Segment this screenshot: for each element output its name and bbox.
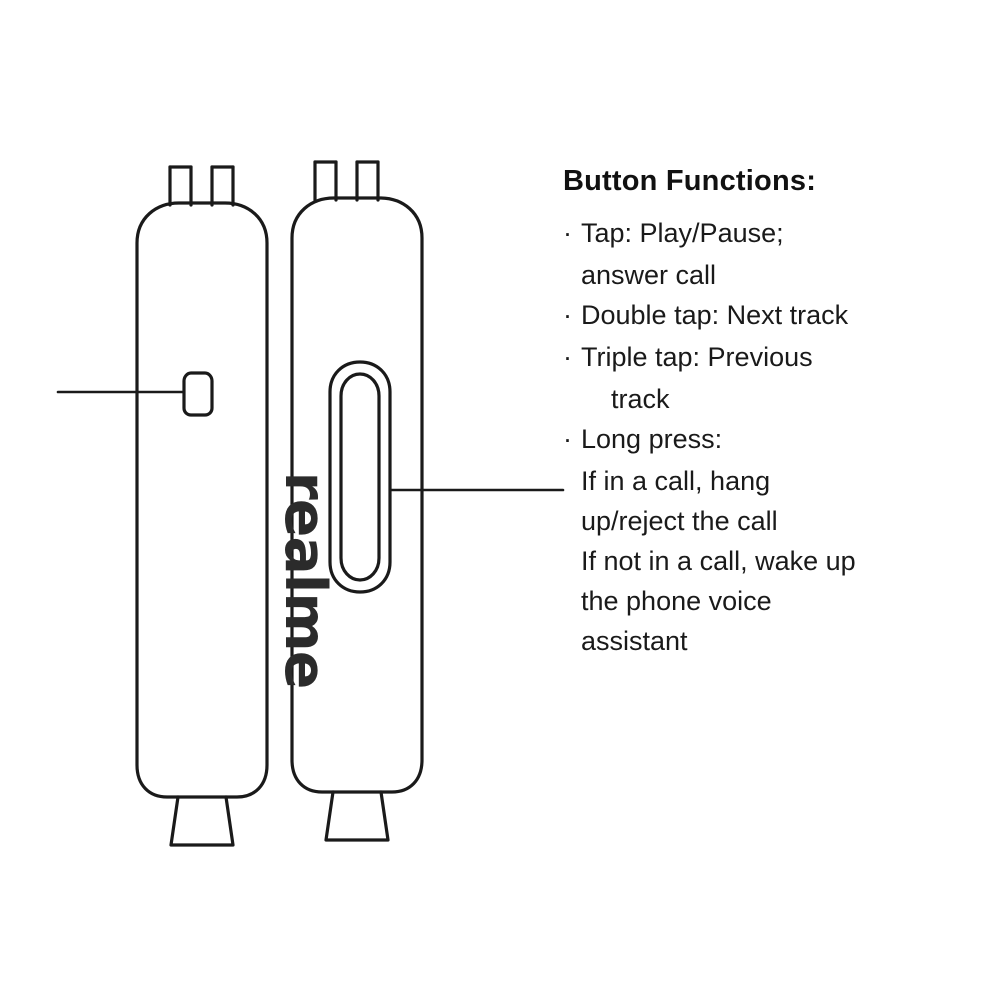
- left-module-cable-top: [170, 167, 233, 205]
- bullet-line: assistant: [581, 625, 688, 656]
- left-module-cable-bottom: [171, 797, 233, 845]
- right-module-cable-top: [315, 162, 378, 200]
- multifunction-button-outer: [330, 362, 390, 592]
- bullet-item-tap: [563, 214, 983, 296]
- bullet-dot-icon: ·: [563, 299, 572, 330]
- bullet-line: Double tap: Next track: [581, 299, 849, 330]
- panel-title: Button Functions:: [563, 165, 817, 197]
- left-module-body: [137, 203, 267, 797]
- bullet-line: answer call: [581, 259, 717, 290]
- bullet-line: Triple tap: Previous: [581, 341, 813, 372]
- bullet-line: up/reject the call: [581, 505, 778, 536]
- bullet-line: Tap: Play/Pause;: [581, 218, 784, 248]
- microphone-hole: [184, 373, 212, 415]
- multifunction-button-inner: [341, 374, 379, 580]
- bullet-line: If in a call, hang: [581, 465, 771, 496]
- realme-wordmark: realme: [272, 471, 338, 689]
- bullet-item-double-tap: [563, 296, 983, 336]
- bullet-item-long-press: [563, 420, 983, 662]
- right-module-cable-bottom: [326, 792, 388, 840]
- bullet-dot-icon: ·: [563, 423, 572, 454]
- bullet-dot-icon: ·: [563, 341, 572, 372]
- bullet-item-triple-tap: [563, 338, 983, 420]
- bullet-line: Long press:: [581, 423, 723, 454]
- bullet-line: track: [611, 383, 670, 414]
- bullet-line: If not in a call, wake up: [581, 545, 856, 576]
- bullet-line: the phone voice: [581, 585, 772, 616]
- bullet-dot-icon: ·: [563, 218, 572, 248]
- button-functions-panel: [563, 165, 983, 661]
